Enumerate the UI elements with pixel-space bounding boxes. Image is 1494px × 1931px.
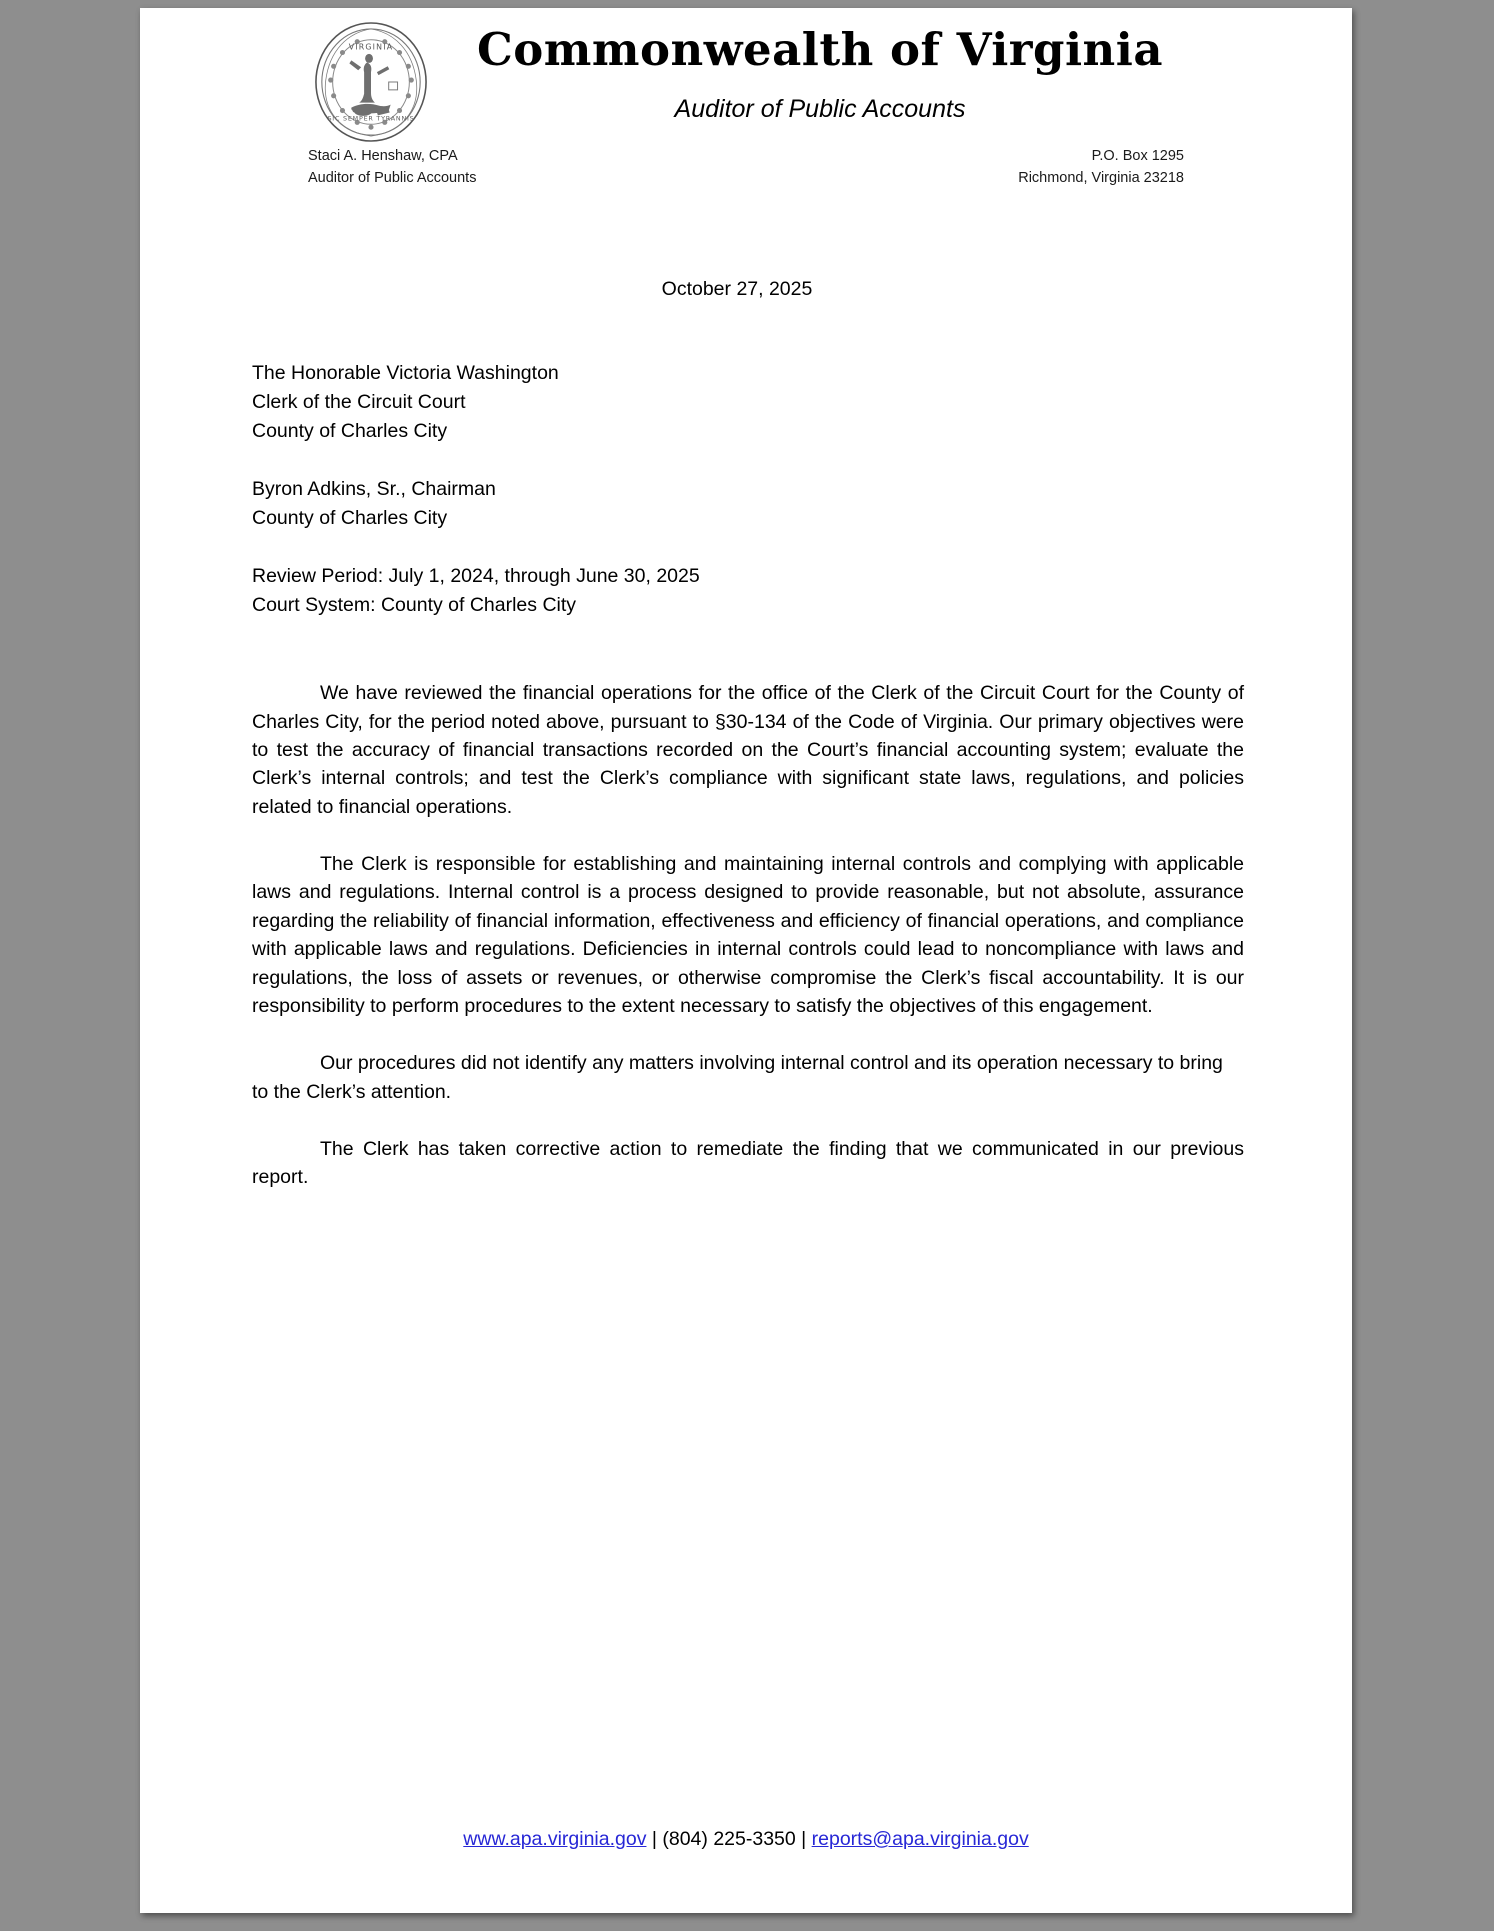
- email-link[interactable]: reports@apa.virginia.gov: [811, 1828, 1029, 1850]
- page-title: Commonwealth of Virginia: [476, 23, 1164, 76]
- recipient-primary-locality: County of Charles City: [252, 420, 448, 443]
- paragraph-findings: Our procedures did not identify any matters involving internal control and its operation necessary to bring to the Clerk’s attention.: [252, 1052, 1223, 1103]
- paragraph-objectives: We have reviewed the financial operations for the office of the Clerk of the Circuit Court for the County of Charles City, for the period noted above, pursuant to §30-134 of the Code of Virginia. Our primary objectives were to test the accuracy of financial transactions recorded on the Court’s financial accounting system; evaluate the Clerk’s internal controls; and test the Clerk’s compliance with significant state laws, regulations, and policies related to financial operations.: [252, 682, 1244, 818]
- document-footer: [140, 1828, 1352, 1851]
- letterhead: [140, 8, 1352, 187]
- document-page: [140, 8, 1352, 1913]
- phone-number: (804) 225-3350: [662, 1828, 796, 1850]
- svg-text:SIC SEMPER TYRANNIS: SIC SEMPER TYRANNIS: [327, 114, 415, 123]
- virginia-state-seal-icon: [312, 21, 430, 143]
- address-po-box: P.O. Box 1295: [1091, 148, 1184, 164]
- letterhead-titles: [440, 23, 1200, 124]
- footer-separator-2: |: [795, 1828, 812, 1850]
- letterhead-subtitle: Auditor of Public Accounts: [674, 95, 966, 124]
- letterhead-contacts: [140, 145, 1352, 187]
- footer-separator-1: |: [646, 1828, 663, 1850]
- addressee-spacer: [252, 446, 1244, 475]
- court-system: Court System: County of Charles City: [252, 594, 577, 617]
- website-link[interactable]: www.apa.virginia.gov: [463, 1828, 647, 1850]
- recipient-primary-title: Clerk of the Circuit Court: [252, 391, 466, 414]
- paragraph-responsibility: The Clerk is responsible for establishing and maintaining internal controls and complying with applicable laws and regulations. Internal control is a process designed to provide reasonable, but not absolute, assurance regarding the reliability of financial information, effectiveness and efficiency of financial operations, and compliance with applicable laws and regulations. Deficiencies in internal controls could lead to noncompliance with laws and regulations, the loss of assets or revenues, or otherwise compromise the Clerk’s fiscal accountability. It is our responsibility to perform procedures to the extent necessary to satisfy the objectives of this engagement.: [252, 853, 1244, 1017]
- review-period: Review Period: July 1, 2024, through June 30, 2025: [252, 565, 700, 588]
- address-city-state-zip: Richmond, Virginia 23218: [1018, 170, 1184, 187]
- svg-text:VIRGINIA: VIRGINIA: [348, 42, 394, 52]
- review-spacer: [252, 533, 1244, 562]
- auditor-identity-block: [308, 145, 476, 190]
- recipient-primary-name: The Honorable Victoria Washington: [252, 362, 559, 384]
- recipient-secondary-name: Byron Adkins, Sr., Chairman: [252, 478, 496, 501]
- letter-body: [252, 278, 1244, 1211]
- letter-date: October 27, 2025: [661, 278, 813, 300]
- addressee-block: [252, 359, 1244, 620]
- paragraph-corrective-action: The Clerk has taken corrective action to remediate the finding that we communicated in our previous report.: [252, 1138, 1244, 1189]
- recipient-secondary-locality: County of Charles City: [252, 507, 448, 530]
- office-address-block: [1018, 145, 1184, 190]
- auditor-name: Staci A. Henshaw, CPA: [308, 148, 458, 164]
- auditor-role: Auditor of Public Accounts: [308, 170, 477, 187]
